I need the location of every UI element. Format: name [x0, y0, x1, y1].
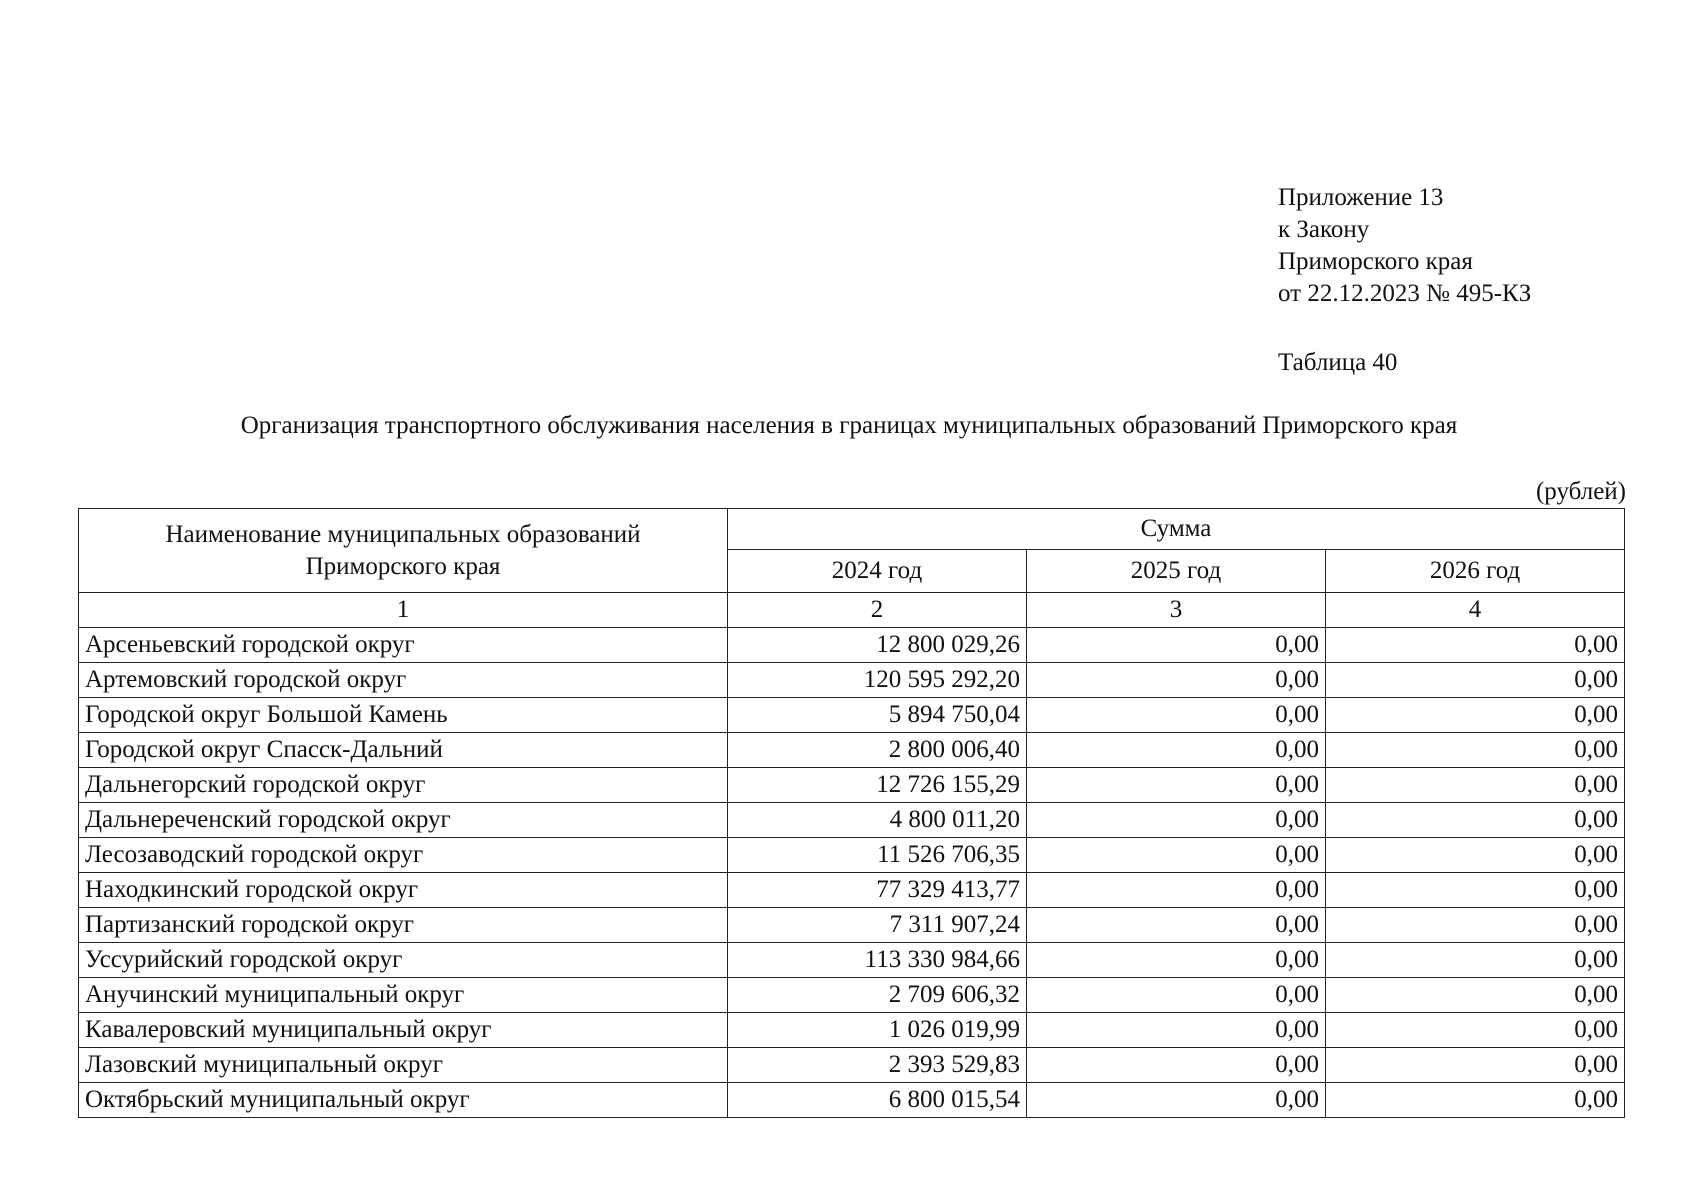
column-header-name-line: Приморского края — [305, 552, 501, 580]
municipality-name: Анучинский муниципальный округ — [79, 978, 728, 1013]
table-row — [79, 628, 1625, 663]
document-title: Организация транспортного обслуживания населения в границах муниципальных образований Приморского края — [240, 412, 1458, 439]
amount-2025: 0,00 — [1027, 978, 1326, 1013]
column-number: 4 — [1326, 593, 1625, 628]
amount-2025: 0,00 — [1027, 908, 1326, 943]
amount-2026: 0,00 — [1326, 1013, 1625, 1048]
amount-2024: 5 894 750,04 — [728, 698, 1027, 733]
municipality-name: Лазовский муниципальный округ — [79, 1048, 728, 1083]
municipality-name: Октябрьский муниципальный округ — [79, 1083, 728, 1118]
municipality-name: Дальнереченский городской округ — [79, 803, 728, 838]
column-header-year: 2026 год — [1326, 550, 1625, 593]
table-row — [79, 698, 1625, 733]
column-header-year: 2024 год — [728, 550, 1027, 593]
column-number: 1 — [79, 593, 728, 628]
amount-2024: 11 526 706,35 — [728, 838, 1027, 873]
amount-2024: 4 800 011,20 — [728, 803, 1027, 838]
amount-2026: 0,00 — [1326, 803, 1625, 838]
amount-2025: 0,00 — [1027, 1048, 1326, 1083]
amount-2025: 0,00 — [1027, 628, 1326, 663]
amount-2025: 0,00 — [1027, 663, 1326, 698]
table-row — [79, 803, 1625, 838]
table-row — [79, 873, 1625, 908]
municipality-name: Арсеньевский городской округ — [79, 628, 728, 663]
amount-2026: 0,00 — [1326, 768, 1625, 803]
appendix-line: Приложение 13 — [1278, 184, 1444, 211]
table-row — [79, 1013, 1625, 1048]
municipality-name: Лесозаводский городской округ — [79, 838, 728, 873]
amount-2024: 120 595 292,20 — [728, 663, 1027, 698]
municipality-name: Городской округ Спасск-Дальний — [79, 733, 728, 768]
column-number: 3 — [1027, 593, 1326, 628]
table-row — [79, 1048, 1625, 1083]
amount-2024: 1 026 019,99 — [728, 1013, 1027, 1048]
amount-2025: 0,00 — [1027, 873, 1326, 908]
municipality-name: Уссурийский городской округ — [79, 943, 728, 978]
amount-2026: 0,00 — [1326, 873, 1625, 908]
amount-2026: 0,00 — [1326, 908, 1625, 943]
appendix-line: Приморского края — [1278, 248, 1473, 275]
amount-2024: 12 800 029,26 — [728, 628, 1027, 663]
municipality-name: Находкинский городской округ — [79, 873, 728, 908]
column-header-name-line: Наименование муниципальных образований — [165, 520, 641, 548]
table-row — [79, 768, 1625, 803]
table-number: Таблица 40 — [1278, 349, 1398, 376]
table-row — [79, 733, 1625, 768]
amount-2025: 0,00 — [1027, 943, 1326, 978]
table-row — [79, 943, 1625, 978]
appendix-reference — [1278, 182, 1531, 310]
amount-2025: 0,00 — [1027, 768, 1326, 803]
amount-2025: 0,00 — [1027, 803, 1326, 838]
column-number: 2 — [728, 593, 1027, 628]
table-row — [79, 908, 1625, 943]
budget-table — [78, 508, 1625, 1118]
column-header-year: 2025 год — [1027, 550, 1326, 593]
amount-2026: 0,00 — [1326, 1083, 1625, 1118]
amount-2026: 0,00 — [1326, 838, 1625, 873]
amount-2026: 0,00 — [1326, 628, 1625, 663]
municipality-name: Дальнегорский городской округ — [79, 768, 728, 803]
amount-2024: 7 311 907,24 — [728, 908, 1027, 943]
amount-2024: 6 800 015,54 — [728, 1083, 1027, 1118]
column-header-name — [79, 509, 728, 593]
amount-2026: 0,00 — [1326, 733, 1625, 768]
column-header-sum: Сумма — [728, 509, 1625, 550]
table-row — [79, 1083, 1625, 1118]
amount-2024: 2 393 529,83 — [728, 1048, 1027, 1083]
amount-2026: 0,00 — [1326, 663, 1625, 698]
municipality-name: Кавалеровский муниципальный округ — [79, 1013, 728, 1048]
amount-2024: 2 800 006,40 — [728, 733, 1027, 768]
amount-2024: 77 329 413,77 — [728, 873, 1027, 908]
amount-2026: 0,00 — [1326, 943, 1625, 978]
amount-2024: 12 726 155,29 — [728, 768, 1027, 803]
amount-2026: 0,00 — [1326, 978, 1625, 1013]
amount-2025: 0,00 — [1027, 1013, 1326, 1048]
amount-2026: 0,00 — [1326, 698, 1625, 733]
amount-2024: 2 709 606,32 — [728, 978, 1027, 1013]
table-row — [79, 663, 1625, 698]
amount-2025: 0,00 — [1027, 838, 1326, 873]
amount-2025: 0,00 — [1027, 1083, 1326, 1118]
units-label: (рублей) — [1535, 478, 1626, 505]
table-row — [79, 978, 1625, 1013]
appendix-line: от 22.12.2023 № 495-КЗ — [1278, 280, 1532, 307]
amount-2024: 113 330 984,66 — [728, 943, 1027, 978]
municipality-name: Партизанский городской округ — [79, 908, 728, 943]
column-number-row — [79, 593, 1625, 628]
appendix-line: к Закону — [1278, 216, 1370, 243]
amount-2026: 0,00 — [1326, 1048, 1625, 1083]
municipality-name: Городской округ Большой Камень — [79, 698, 728, 733]
municipality-name: Артемовский городской округ — [79, 663, 728, 698]
amount-2025: 0,00 — [1027, 733, 1326, 768]
amount-2025: 0,00 — [1027, 698, 1326, 733]
table-row — [79, 838, 1625, 873]
